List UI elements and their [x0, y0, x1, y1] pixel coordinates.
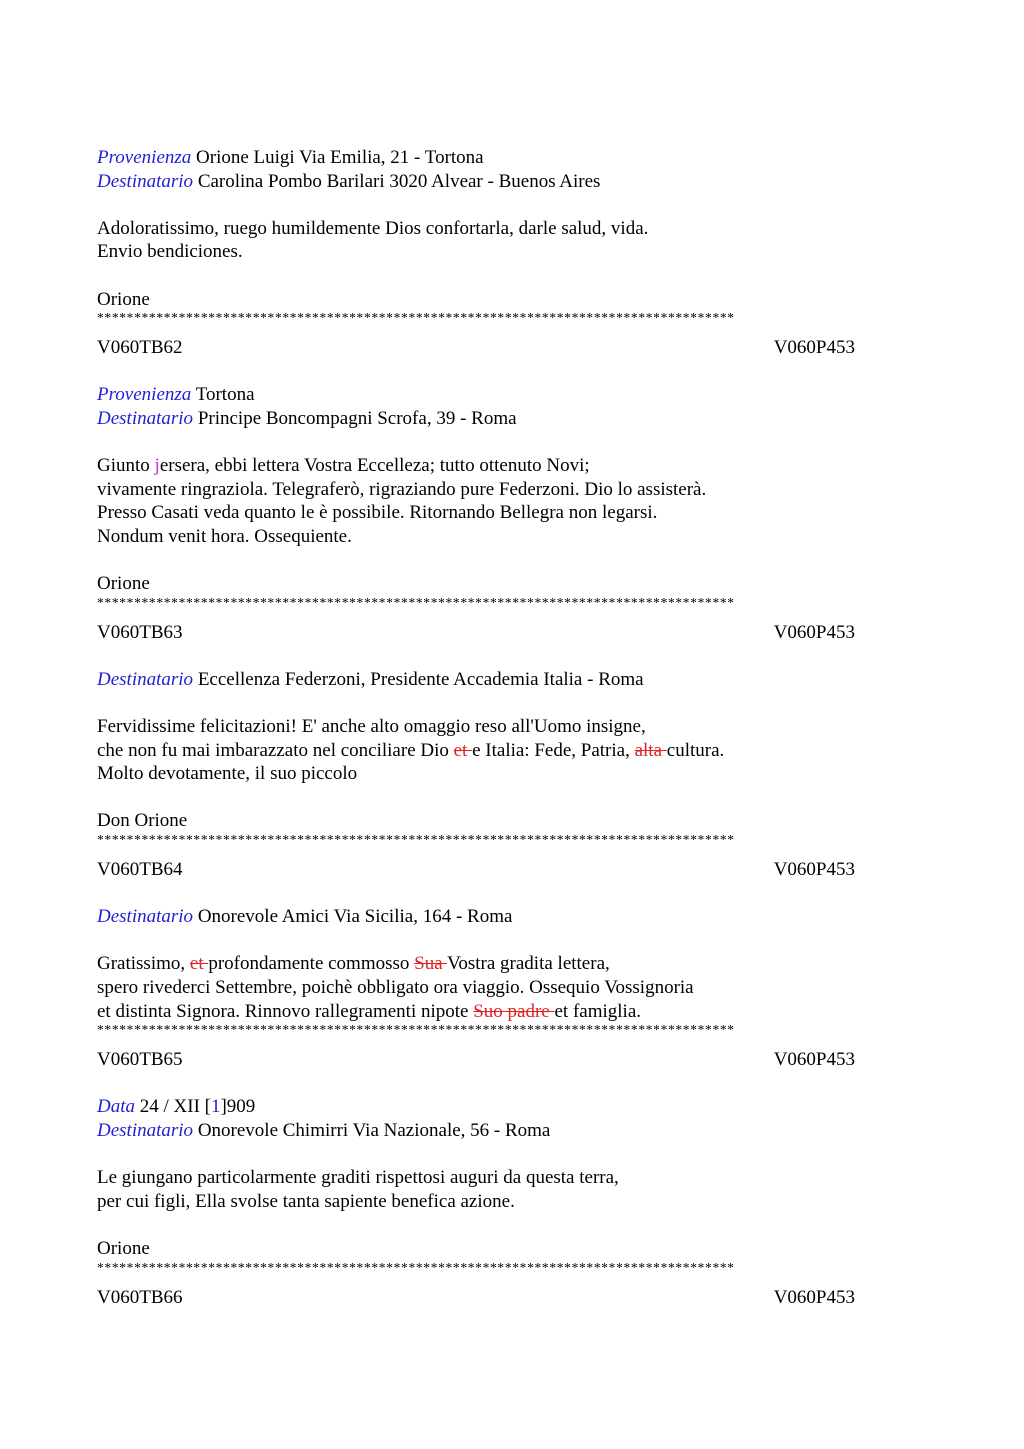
- body-text: che non fu mai imbarazzato nel conciliare Dio: [97, 739, 454, 761]
- separator: **************************************************************************************: [97, 1023, 735, 1038]
- provenienza-value: Tortona: [195, 384, 255, 406]
- destinatario-value: Eccellenza Federzoni, Presidente Accademia Italia - Roma: [197, 668, 644, 690]
- body-line: spero rivederci Settembre, poichè obbligato ora viaggio. Ossequio Vossignoria: [97, 977, 694, 998]
- body-line: Nondum venit hora. Ossequiente.: [97, 525, 352, 547]
- id-row: [97, 621, 855, 645]
- body-line: Fervidissime felicitazioni! E' anche alto omaggio reso all'Uomo insigne,: [97, 716, 646, 738]
- document-id: V060TB64: [97, 859, 183, 881]
- body-text: et distinta Signora. Rinnovo rallegramenti nipote: [97, 1000, 474, 1022]
- destinatario-value: Onorevole Amici Via Sicilia, 164 - Roma: [197, 906, 513, 928]
- destinatario-line: [97, 668, 927, 692]
- body-line: [97, 952, 927, 976]
- date-text: 24 / XII [: [139, 1096, 211, 1118]
- page-id: V060P453: [773, 859, 855, 881]
- body-line: Molto devotamente, il suo piccolo: [97, 763, 358, 785]
- page-id: V060P453: [773, 1286, 855, 1308]
- destinatario-label: Destinatario: [97, 1119, 194, 1141]
- destinatario-line: [97, 1119, 927, 1143]
- destinatario-line: [97, 905, 927, 929]
- document-id: V060TB65: [97, 1049, 183, 1071]
- data-line: [97, 1095, 927, 1119]
- body-line: [97, 739, 927, 763]
- destinatario-line: [97, 170, 927, 194]
- body-text: profondamente commosso: [208, 953, 415, 975]
- document-id: V060TB63: [97, 621, 183, 643]
- deleted-text: Sua: [414, 953, 448, 975]
- signature: Orione: [97, 1237, 150, 1259]
- body-line: vivamente ringraziola. Telegraferò, rigraziando pure Federzoni. Dio lo assisterà.: [97, 478, 707, 500]
- signature: Orione: [97, 288, 150, 310]
- id-row: [97, 1286, 855, 1310]
- provenienza-line: [97, 383, 927, 407]
- destinatario-label: Destinatario: [97, 170, 194, 192]
- destinatario-label: Destinatario: [97, 668, 194, 690]
- provenienza-label: Provenienza: [97, 147, 192, 168]
- body-text: Giunto: [97, 455, 155, 477]
- separator: **************************************************************************************: [97, 311, 735, 326]
- id-row: [97, 858, 855, 882]
- destinatario-value: Onorevole Chimirri Via Nazionale, 56 - Roma: [197, 1119, 551, 1141]
- body-text: Vostra gradita lettera,: [447, 953, 610, 975]
- body-line: Envio bendiciones.: [97, 241, 243, 263]
- data-label: Data: [97, 1096, 135, 1118]
- body-text: e Italia: Fede, Patria,: [472, 739, 635, 761]
- body-text: cultura.: [666, 739, 725, 761]
- id-row: [97, 336, 855, 360]
- body-text: Gratissimo,: [97, 953, 190, 975]
- signature: Orione: [97, 573, 150, 595]
- separator: **************************************************************************************: [97, 1260, 735, 1275]
- deleted-text: alta: [634, 739, 667, 761]
- destinatario-value: Principe Boncompagni Scrofa, 39 - Roma: [197, 407, 517, 429]
- body-line: Presso Casati veda quanto le è possibile. Ritornando Bellegra non legarsi.: [97, 502, 658, 524]
- page-id: V060P453: [773, 621, 855, 643]
- body-line: Le giungano particolarmente graditi rispettosi auguri da questa terra,: [97, 1167, 619, 1189]
- body-line: per cui figli, Ella svolse tanta sapiente benefica azione.: [97, 1190, 515, 1212]
- separator: **************************************************************************************: [97, 595, 735, 610]
- destinatario-label: Destinatario: [97, 906, 194, 928]
- destinatario-label: Destinatario: [97, 407, 194, 429]
- document-id: V060TB66: [97, 1286, 183, 1308]
- page-id: V060P453: [773, 1049, 855, 1071]
- page-id: V060P453: [773, 337, 855, 359]
- body-line: [97, 454, 927, 478]
- provenienza-value: Orione Luigi Via Emilia, 21 - Tortona: [196, 147, 484, 168]
- date-text: ]909: [220, 1096, 256, 1118]
- document-id: V060TB62: [97, 337, 183, 359]
- date-bracket-number: 1: [210, 1096, 221, 1118]
- body-text: et famiglia.: [554, 1000, 642, 1022]
- body-line: [97, 1000, 927, 1024]
- document-page: [97, 146, 927, 1309]
- body-text: ersera, ebbi lettera Vostra Eccelleza; tutto ottenuto Novi;: [159, 455, 590, 477]
- destinatario-line: [97, 407, 927, 431]
- body-line: Adoloratissimo, ruego humildemente Dios confortarla, darle salud, vida.: [97, 217, 649, 239]
- signature: Don Orione: [97, 810, 188, 832]
- deleted-text: et: [453, 739, 473, 761]
- uncertain-letter: j: [154, 455, 160, 477]
- provenienza-label: Provenienza: [97, 384, 192, 406]
- id-row: [97, 1048, 855, 1072]
- destinatario-value: Carolina Pombo Barilari 3020 Alvear - Buenos Aires: [197, 170, 601, 192]
- separator: **************************************************************************************: [97, 833, 735, 848]
- deleted-text: Suo padre: [473, 1000, 555, 1022]
- provenienza-line: [97, 146, 927, 170]
- deleted-text: et: [189, 953, 209, 975]
